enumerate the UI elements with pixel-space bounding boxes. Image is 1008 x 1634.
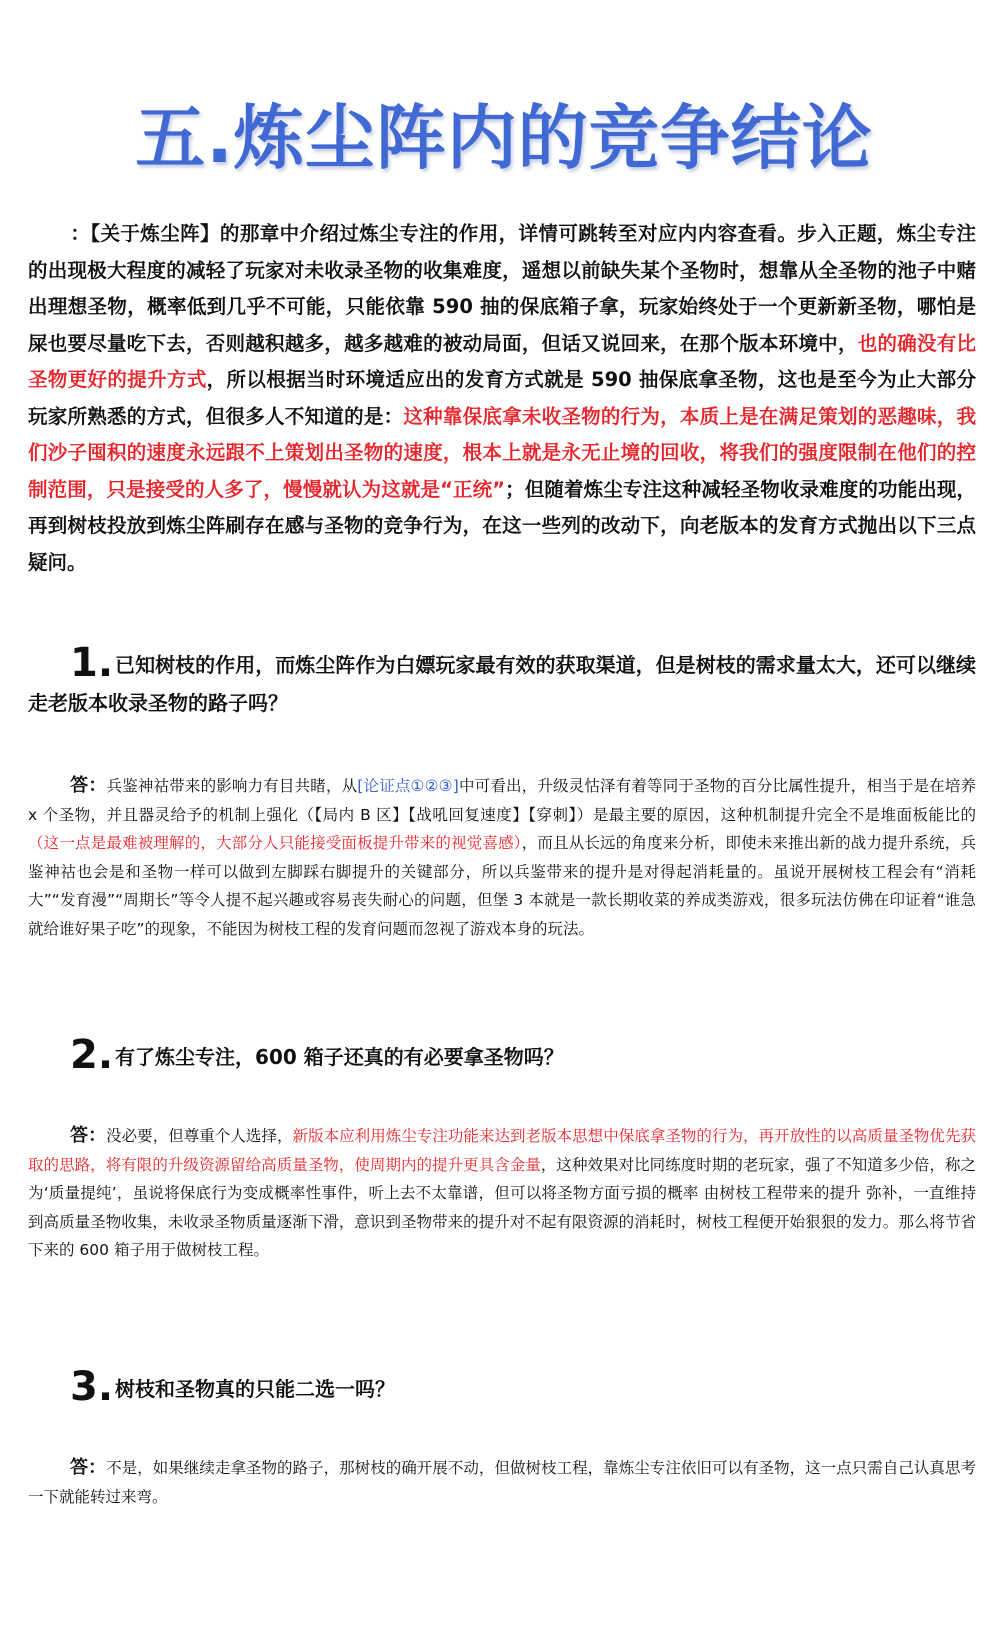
intro-text-2: ，所以根据当时环境适应出的发育方式就是 590 抽保底拿圣物，这也是至今为止大部分玩家所熟悉的方式，但很多人不知道的是：: [28, 368, 976, 428]
question-1-text: 已知树枝的作用，而炼尘阵作为白嫖玩家最有效的获取渠道，但是树枝的需求量太大，还可以继续走老版本收录圣物的路子吗？: [28, 653, 976, 715]
answer-1: [28, 772, 976, 943]
intro-highlight-2: 这种靠保底拿未收圣物的行为，本质上是在满足策划的恶趣味，我们沙子囤积的速度永远跟不上策划出圣物的速度，根本上就是永无止境的回收，将我们的强度限制在他们的控制范围，只是接受的人多了，慢慢就认为这就是“正统”: [28, 404, 976, 501]
answer-1-text-1: 兵鉴神祜带来的影响力有目共睹，从: [106, 777, 358, 795]
question-3: [28, 1364, 976, 1410]
answer-2-text-2: ，这种效果对比同练度时期的老玩家，强了不知道多少倍，称之为‘质量提纯’，虽说将保底行为变成概率性事件，听上去不太靠谱，但可以将圣物方面亏损的概率 由树枝工程带来的提升 弥补，一直维持到高质量圣物收集，未收录圣物质量逐渐下滑，意识到圣物带来的提升对不起有限资源的消耗时，树枝工程便开始狠狠的发力。那么将节省下来的 600 箱子用于做树枝工程。: [28, 1155, 976, 1259]
answer-3-text-1: 不是，如果继续走拿圣物的路子，那树枝的确开展不动，但做树枝工程，靠炼尘专注依旧可以有圣物，这一点只需自己认真思考一下就能转过来弯。: [28, 1459, 976, 1506]
question-2-text: 有了炼尘专注，600 箱子还真的有必要拿圣物吗？: [115, 1045, 564, 1069]
answer-2-highlight: 新版本应利用炼尘专注功能来达到老版本思想中保底拿圣物的行为，再开放性的以高质量圣物优先获取的思路，将有限的升级资源留给高质量圣物，使周期内的提升更具含金量: [28, 1127, 976, 1174]
intro-paragraph: [28, 216, 976, 581]
question-2: [28, 1032, 976, 1078]
question-1-number: 1.: [70, 640, 114, 686]
question-2-number: 2.: [70, 1032, 114, 1078]
answer-3-lead: 答：: [70, 1457, 107, 1478]
question-3-text: 树枝和圣物真的只能二选一吗？: [115, 1377, 396, 1401]
answer-1-link: [论证点①②③]: [357, 777, 459, 795]
answer-1-lead: 答：: [70, 775, 107, 796]
intro-text-1: ：【关于炼尘阵】的那章中介绍过炼尘专注的作用，详情可跳转至对应内内容查看。步入正题，炼尘专注的出现极大程度的减轻了玩家对未收录圣物的收集难度，遥想以前缺失某个圣物时，想靠从全圣物的池子中赌出理想圣物，概率低到几乎不可能，只能依靠 590 抽的保底箱子拿，玩家始终处于一个更新新圣物，哪怕是屎也要尽量吃下去，否则越积越多，越多越难的被动局面，但话又说回来，在那个版本环境中，: [28, 222, 976, 355]
page-title: 五.炼尘阵内的竞争结论: [135, 97, 873, 179]
answer-1-highlight: （这一点是最难被理解的，大部分人只能接受面板提升带来的视觉喜感）: [28, 834, 522, 852]
answer-1-text-3: ，而且从长远的角度来分析，即使未来推出新的战力提升系统，兵鉴神祜也会是和圣物一样可以做到左脚踩右脚提升的关键部分，所以兵鉴带来的提升是对得起消耗量的。虽说开展树枝工程会有“消耗大”“发育漫”“周期长”等令人提不起兴趣或容易丧失耐心的问题，但堡 3 本就是一款长期收菜的养成类游戏，很多玩法仿佛在印证着“谁急就给谁好果子吃”的现象，不能因为树枝工程的发育问题而忽视了游戏本身的玩法。: [28, 834, 976, 938]
answer-3: [28, 1454, 976, 1511]
answer-2-text-1: 没必要，但尊重个人选择，: [106, 1127, 293, 1145]
intro-text-3: ；但随着炼尘专注这种减轻圣物收录难度的功能出现，再到树枝投放到炼尘阵刷存在感与圣物的竞争行为，在这一些列的改动下，向老版本的发育方式抛出以下三点疑问。: [28, 477, 976, 574]
answer-1-text-2: 中可看出，升级灵怙泽有着等同于圣物的百分比属性提升，相当于是在培养 x 个圣物，并且器灵给予的机制上强化（【局内 B 区】【战吼回复速度】【穿刺】）是最主要的原因，这种机制提升完全不是堆面板能比的: [28, 777, 976, 824]
answer-2-lead: 答：: [70, 1125, 107, 1146]
answer-2: [28, 1122, 976, 1265]
question-3-number: 3.: [70, 1364, 114, 1410]
question-1: [28, 640, 976, 722]
intro-highlight-1: 也的确没有比圣物更好的提升方式: [28, 331, 976, 391]
